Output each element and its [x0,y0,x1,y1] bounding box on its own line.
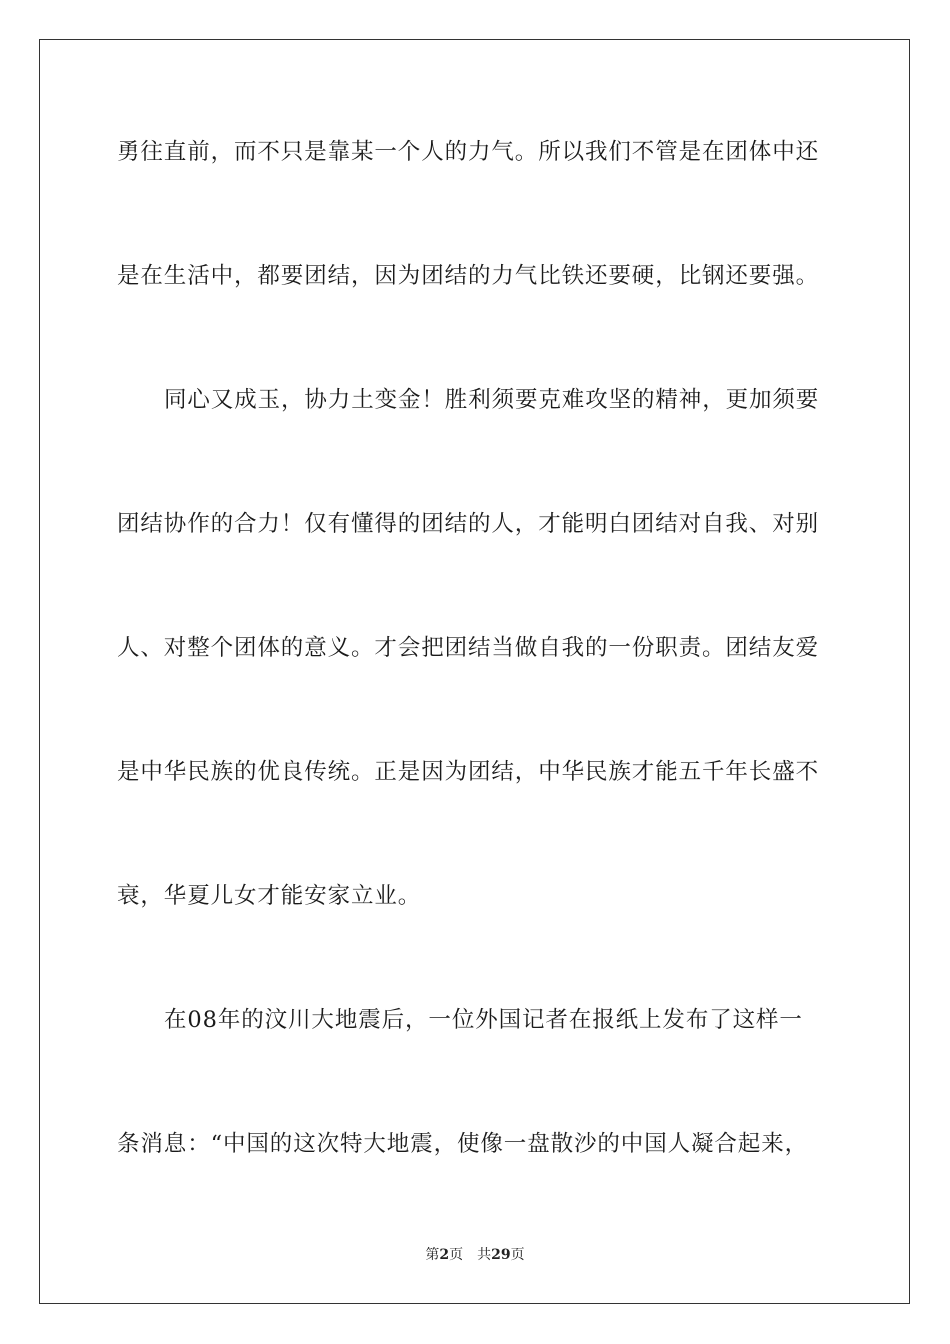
text-line-1: 勇往直前，而不只是靠某一个人的力气。所以我们不管是在团体中还 [117,139,820,165]
footer-total-pages: 29 [491,1247,511,1263]
page-footer [0,1246,950,1264]
page-border [39,39,910,1304]
footer-page-number: 2 [439,1247,450,1263]
text-line-4: 团结协作的合力！仅有懂得的团结的人，才能明白团结对自我、对别 [117,511,820,537]
footer-page-prefix: 第 [425,1247,440,1263]
text-line-8: 在08年的汶川大地震后，一位外国记者在报纸上发布了这样一 [164,1007,803,1033]
text-line-3: 同心又成玉，协力土变金！胜利须要克难攻坚的精神，更加须要 [164,387,820,413]
text-line-7: 衰，华夏儿女才能安家立业。 [117,883,422,909]
footer-page-suffix: 页 [449,1247,464,1263]
text-line-5: 人、对整个团体的意义。才会把团结当做自我的一份职责。团结友爱 [117,635,820,661]
footer-total-prefix: 共 [477,1247,492,1263]
text-line-6: 是中华民族的优良传统。正是因为团结，中华民族才能五千年长盛不 [117,759,820,785]
text-line-2: 是在生活中，都要团结，因为团结的力气比铁还要硬，比钢还要强。 [117,263,820,289]
footer-total-suffix: 页 [510,1247,525,1263]
text-line-9: 条消息：“中国的这次特大地震，使像一盘散沙的中国人凝合起来， [117,1131,809,1157]
